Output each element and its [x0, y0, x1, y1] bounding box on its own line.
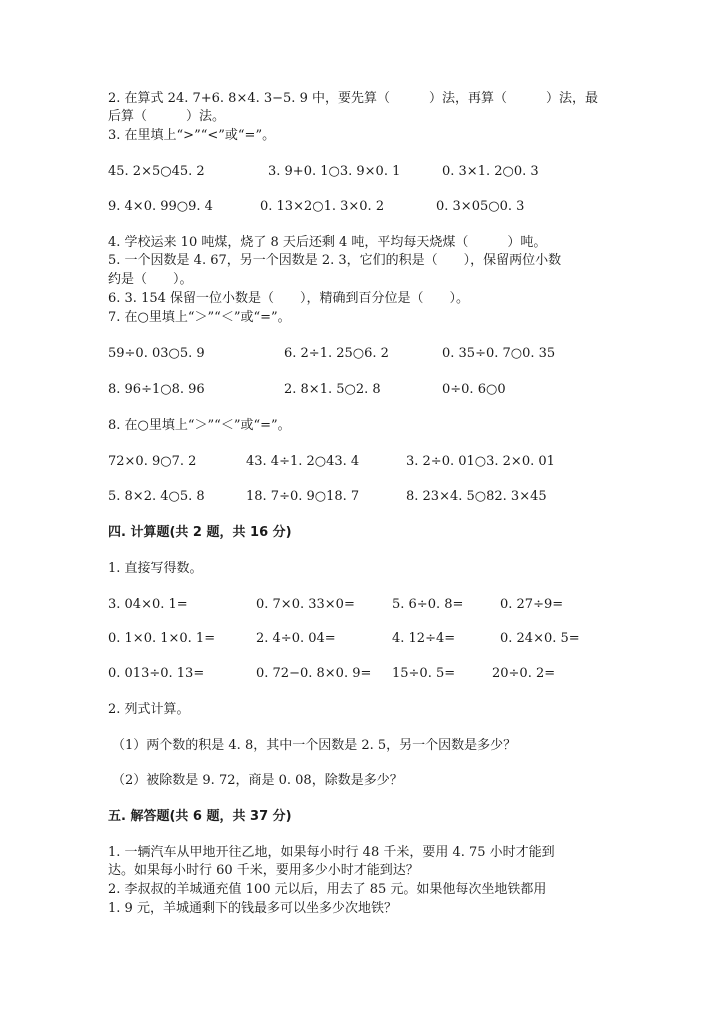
- s4-q1-title: 1. 直接写得数。: [108, 561, 203, 576]
- section4-heading: 四. 计算题(共 2 题，共 16 分): [108, 525, 292, 540]
- q8-cell: 3. 2÷0. 01○3. 2×0. 01: [406, 454, 555, 469]
- s5-q1-line1: 1. 一辆汽车从甲地开往乙地，如果每小时行 48 千米，要用 4. 75 小时才能到: [108, 845, 555, 860]
- s4-q1-cell: 20÷0. 2=: [492, 666, 556, 681]
- s4-q1-cell: 0. 27÷9=: [500, 597, 564, 612]
- q3-cell: 9. 4×0. 99○9. 4: [108, 199, 213, 214]
- s4-q1-cell: 5. 6÷0. 8=: [392, 597, 464, 612]
- q8-cell: 18. 7÷0. 9○18. 7: [246, 489, 360, 504]
- s4-q2-item: （2）被除数是 9. 72，商是 0. 08，除数是多少？: [112, 773, 403, 788]
- q7-cell: 6. 2÷1. 25○6. 2: [284, 346, 389, 361]
- s5-q1-line2: 达。如果每小时行 60 千米，要用多少小时才能到达？: [108, 863, 419, 878]
- q3-cell: 3. 9+0. 1○3. 9×0. 1: [268, 164, 401, 179]
- q7-cell: 2. 8×1. 5○2. 8: [284, 382, 381, 397]
- q2-line2: 后算（ ）法。: [108, 109, 226, 124]
- q4-text: 4. 学校运来 10 吨煤，烧了 8 天后还剩 4 吨，平均每天烧煤（ ）吨。: [108, 235, 547, 250]
- q3-cell: 0. 13×2○1. 3×0. 2: [260, 199, 385, 214]
- q6-text: 6. 3. 154 保留一位小数是（ ），精确到百分位是（ ）。: [108, 291, 470, 306]
- q8-title: 8. 在○里填上“＞”“＜”或“=”。: [108, 418, 291, 433]
- s4-q1-cell: 15÷0. 5=: [392, 666, 456, 681]
- q7-cell: 0÷0. 6○0: [442, 382, 506, 397]
- s5-q2-line2: 1. 9 元，羊城通剩下的钱最多可以坐多少次地铁？: [108, 901, 397, 916]
- s5-q2-line1: 2. 李叔叔的羊城通充值 100 元以后，用去了 85 元。如果他每次坐地铁都用: [108, 882, 547, 897]
- q3-title: 3. 在里填上“>”“<”或“=”。: [108, 128, 276, 143]
- q7-cell: 0. 35÷0. 7○0. 35: [442, 346, 556, 361]
- q3-cell: 45. 2×5○45. 2: [108, 164, 205, 179]
- q7-title: 7. 在○里填上“＞”“＜”或“=”。: [108, 310, 291, 325]
- s4-q2-title: 2. 列式计算。: [108, 702, 190, 717]
- q2-line1: 2. 在算式 24. 7+6. 8×4. 3−5. 9 中，要先算（ ）法，再算（ ）法，最: [108, 91, 598, 106]
- s4-q1-cell: 4. 12÷4=: [392, 631, 456, 646]
- q8-cell: 8. 23×4. 5○82. 3×45: [406, 489, 547, 504]
- q8-cell: 43. 4÷1. 2○43. 4: [246, 454, 360, 469]
- q5-line1: 5. 一个因数是 4. 67，另一个因数是 2. 3，它们的积是（ ），保留两位小数: [108, 253, 562, 268]
- s4-q1-cell: 0. 24×0. 5=: [500, 631, 580, 646]
- q8-cell: 5. 8×2. 4○5. 8: [108, 489, 205, 504]
- s4-q1-cell: 2. 4÷0. 04=: [256, 631, 336, 646]
- q5-line2: 约是（ ）。: [108, 272, 193, 287]
- q8-cell: 72×0. 9○7. 2: [108, 454, 197, 469]
- s4-q1-cell: 0. 72−0. 8×0. 9=: [256, 666, 372, 681]
- section5-heading: 五. 解答题(共 6 题，共 37 分): [108, 809, 292, 824]
- q3-cell: 0. 3×05○0. 3: [436, 199, 525, 214]
- s4-q1-cell: 0. 013÷0. 13=: [108, 666, 205, 681]
- q3-cell: 0. 3×1. 2○0. 3: [442, 164, 539, 179]
- s4-q1-cell: 0. 1×0. 1×0. 1=: [108, 631, 216, 646]
- q7-cell: 59÷0. 03○5. 9: [108, 346, 205, 361]
- q7-cell: 8. 96÷1○8. 96: [108, 382, 205, 397]
- s4-q1-cell: 0. 7×0. 33×0=: [256, 597, 355, 612]
- s4-q1-cell: 3. 04×0. 1=: [108, 597, 188, 612]
- s4-q2-item: （1）两个数的积是 4. 8，其中一个因数是 2. 5，另一个因数是多少？: [112, 738, 517, 753]
